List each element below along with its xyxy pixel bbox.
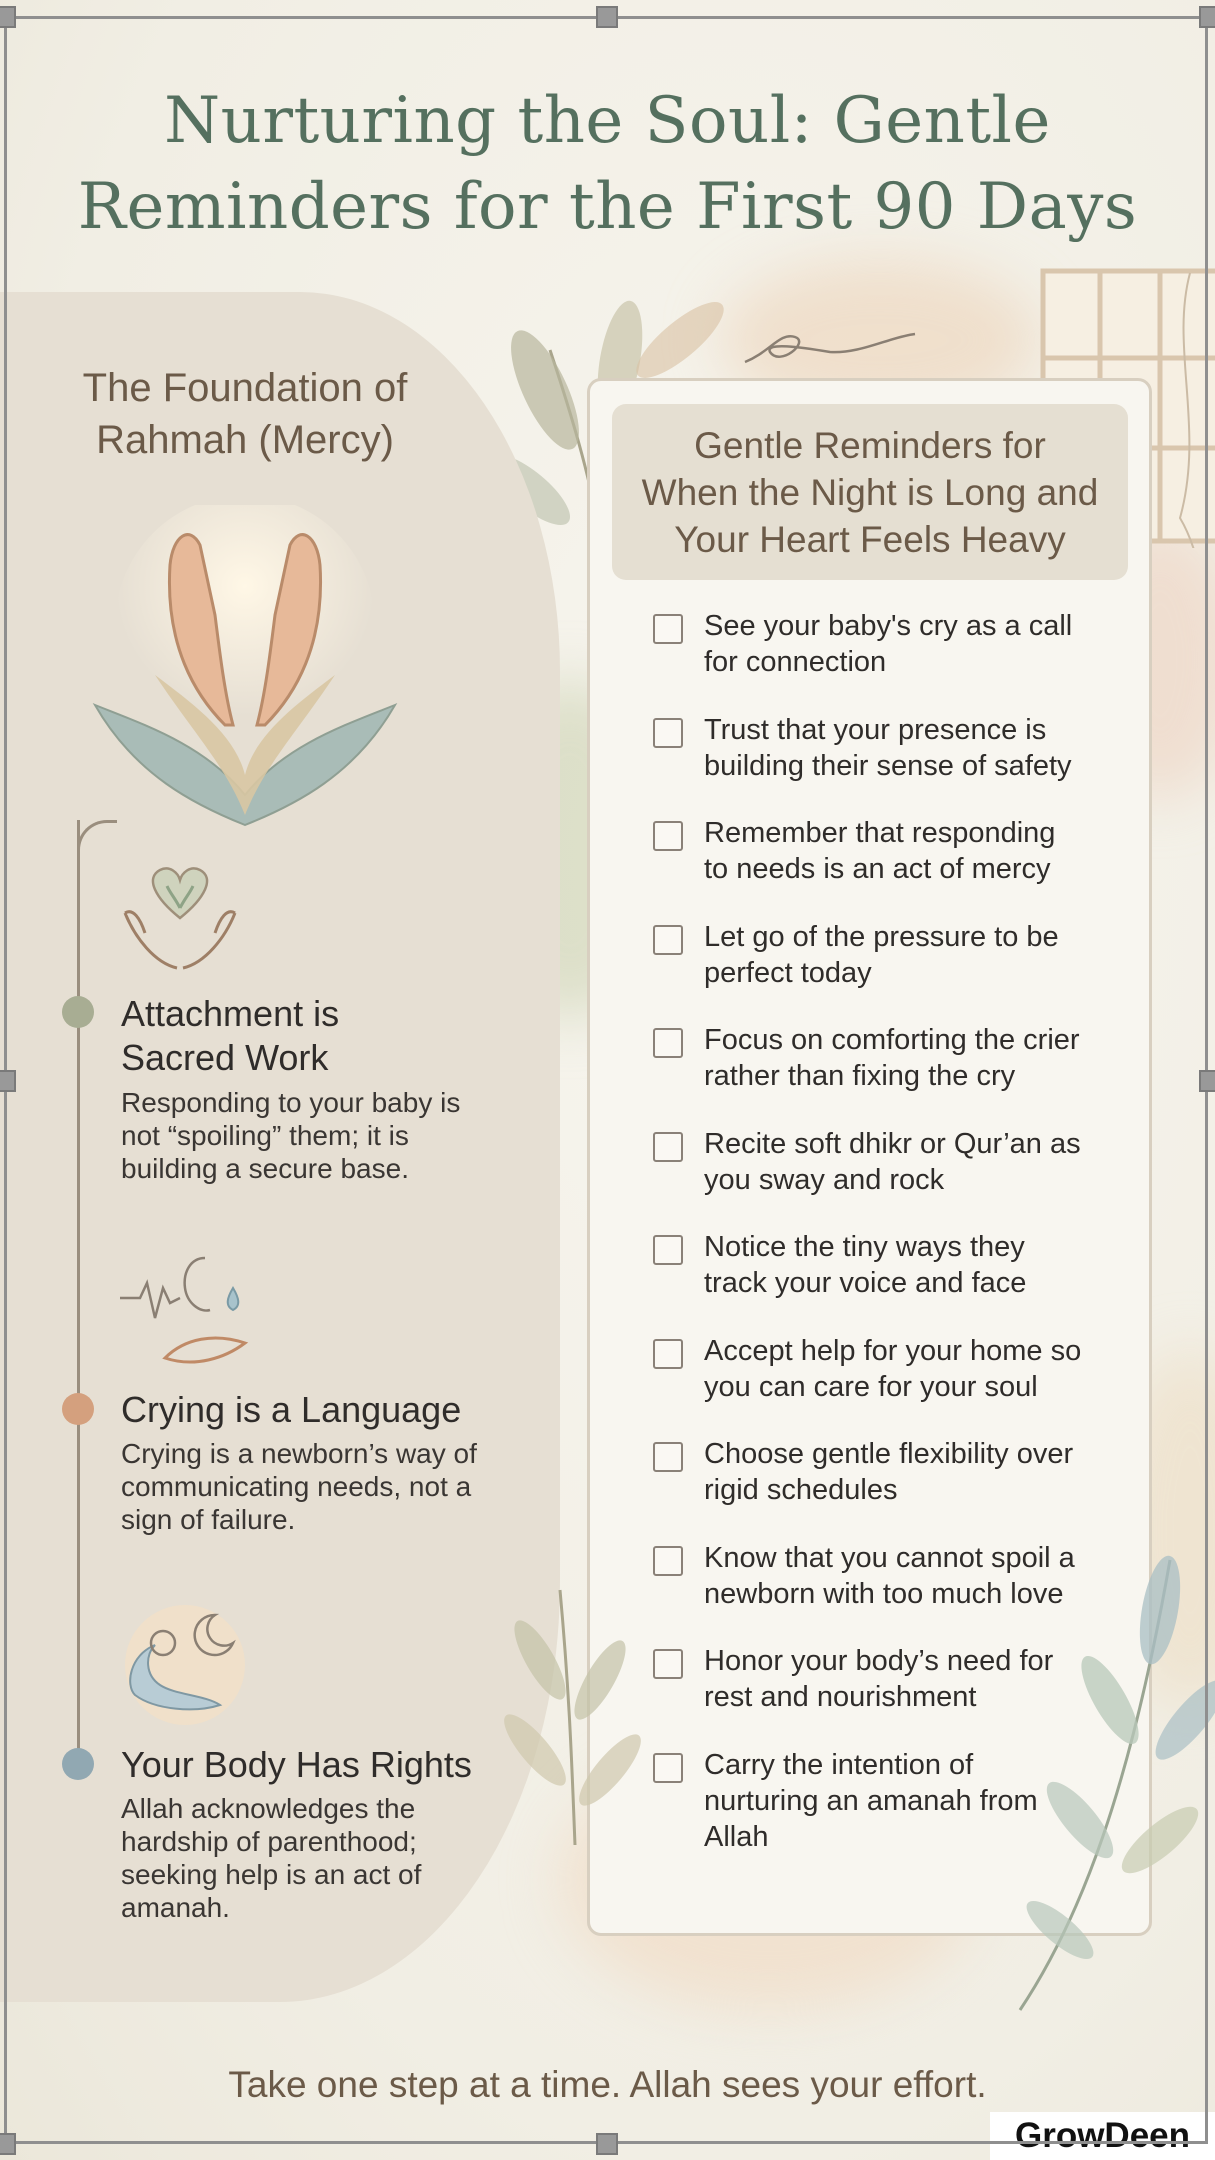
checklist-item-line2: for connection bbox=[704, 646, 887, 678]
checklist-item-text bbox=[704, 712, 1132, 784]
checklist-item-line1: Know that you cannot spoil a bbox=[704, 1541, 1075, 1574]
footer-message: Take one step at a time. Allah sees your effort. bbox=[228, 2064, 987, 2105]
section-title-crying: Crying is a Language bbox=[121, 1389, 462, 1430]
checkbox[interactable] bbox=[653, 1753, 683, 1783]
heart-hands-icon bbox=[115, 858, 245, 978]
checklist-item bbox=[652, 919, 1132, 1023]
checklist-item-line2: you can care for your soul bbox=[704, 1370, 1038, 1403]
checkbox[interactable] bbox=[653, 1546, 683, 1576]
cry-heartbeat-icon bbox=[115, 1248, 265, 1378]
checklist-item-line1: Focus on comforting the crier bbox=[704, 1024, 1080, 1056]
checklist-item-text bbox=[704, 1126, 1132, 1198]
resize-handle-middle-right[interactable] bbox=[1199, 1070, 1215, 1092]
resize-handle-bottom-center[interactable] bbox=[596, 2133, 618, 2155]
section-body-attachment: Responding to your baby is not “spoiling” them; it is building a secure base. bbox=[121, 1087, 461, 1184]
checkbox[interactable] bbox=[653, 614, 683, 644]
checklist-item-text bbox=[704, 1333, 1132, 1405]
resize-handle-middle-left[interactable] bbox=[0, 1070, 16, 1092]
checklist-item-line2: rigid schedules bbox=[704, 1474, 898, 1506]
timeline-dot-1 bbox=[62, 996, 94, 1028]
checklist-item-line1: Trust that your presence is bbox=[704, 713, 1047, 746]
checklist-item-line2: you sway and rock bbox=[704, 1163, 945, 1196]
checklist-item-line1: See your baby's cry as a call bbox=[704, 610, 1073, 642]
section-body-crying: Crying is a newborn’s way of communicating needs, not a sign of failure. bbox=[121, 1438, 477, 1535]
foundation-title: The Foundation of Rahmah (Mercy) bbox=[82, 366, 408, 462]
checklist-item-line2: rest and nourishment bbox=[704, 1681, 977, 1713]
checklist-item-text bbox=[704, 919, 1132, 991]
checklist-item-line1: Accept help for your home so bbox=[704, 1334, 1082, 1367]
checkbox[interactable] bbox=[653, 1649, 683, 1679]
checkbox[interactable] bbox=[653, 1235, 683, 1265]
timeline-dot-3 bbox=[62, 1748, 94, 1780]
checklist-item bbox=[652, 1229, 1132, 1333]
checklist-item-line2: building their sense of safety bbox=[704, 749, 1072, 782]
timeline-line bbox=[77, 820, 80, 1770]
brand-logo: GrowDeen bbox=[990, 2112, 1215, 2160]
resize-handle-top-right[interactable] bbox=[1199, 6, 1215, 28]
checkbox[interactable] bbox=[653, 1132, 683, 1162]
checklist-item bbox=[652, 608, 1132, 712]
checkbox[interactable] bbox=[653, 821, 683, 851]
checklist-item-line2: to needs is an act of mercy bbox=[704, 853, 1051, 885]
checklist-item bbox=[652, 712, 1132, 816]
checkbox[interactable] bbox=[653, 1339, 683, 1369]
checklist-item-line2: rather than fixing the cry bbox=[704, 1060, 1016, 1092]
checklist-item-line1: Let go of the pressure to be bbox=[704, 920, 1059, 953]
resize-handle-bottom-left[interactable] bbox=[0, 2133, 16, 2155]
checklist-item-line1: Honor your body’s need for bbox=[704, 1645, 1054, 1677]
section-title-body-rights: Your Body Has Rights bbox=[121, 1744, 472, 1785]
checklist-item bbox=[652, 1333, 1132, 1437]
checklist-item-line2: track your voice and face bbox=[704, 1267, 1027, 1299]
checkbox[interactable] bbox=[653, 1442, 683, 1472]
checkbox[interactable] bbox=[653, 925, 683, 955]
section-body-body-rights: Allah acknowledges the hardship of parenthood; seeking help is an act of amanah. bbox=[121, 1793, 422, 1923]
mother-moon-icon bbox=[115, 1595, 255, 1725]
checklist-item-line1: Recite soft dhikr or Qur’an as bbox=[704, 1127, 1081, 1160]
checklist-item bbox=[652, 1022, 1132, 1126]
leaf-branch-icon bbox=[1000, 1540, 1215, 2020]
checklist-item-text bbox=[704, 1022, 1132, 1094]
checklist-item-line1: Remember that responding bbox=[704, 817, 1056, 849]
checklist-item-line2: nurturing an amanah from bbox=[704, 1784, 1038, 1817]
checklist-item-text bbox=[704, 1229, 1132, 1301]
resize-handle-top-left[interactable] bbox=[0, 6, 16, 28]
checklist-item-line1: Choose gentle flexibility over bbox=[704, 1438, 1074, 1470]
praying-hands-icon bbox=[75, 505, 415, 845]
checkbox[interactable] bbox=[653, 1028, 683, 1058]
checklist-item-line1: Notice the tiny ways they bbox=[704, 1231, 1025, 1263]
checklist-item-line2: perfect today bbox=[704, 956, 872, 989]
page-title: Nurturing the Soul: Gentle Reminders for the First 90 Days bbox=[77, 84, 1138, 244]
resize-handle-top-center[interactable] bbox=[596, 6, 618, 28]
checklist-item bbox=[652, 1436, 1132, 1540]
checklist-item bbox=[652, 815, 1132, 919]
checklist-item-line2: newborn with too much love bbox=[704, 1577, 1064, 1610]
leaf-branch-icon bbox=[500, 1570, 650, 1850]
timeline-dot-2 bbox=[62, 1393, 94, 1425]
checklist-item-line1: Carry the intention of bbox=[704, 1748, 974, 1781]
checklist-item-text bbox=[704, 608, 1132, 680]
checklist-item-line3: Allah bbox=[704, 1820, 769, 1853]
checklist-item bbox=[652, 1126, 1132, 1230]
checklist-item-text bbox=[704, 815, 1132, 887]
section-title-attachment: Attachment is Sacred Work bbox=[121, 993, 340, 1078]
checklist-item-text bbox=[704, 1436, 1132, 1508]
squiggle-ornament bbox=[740, 322, 920, 372]
reminders-heading: Gentle Reminders for When the Night is Long and Your Heart Feels Heavy bbox=[612, 404, 1128, 580]
checkbox[interactable] bbox=[653, 718, 683, 748]
